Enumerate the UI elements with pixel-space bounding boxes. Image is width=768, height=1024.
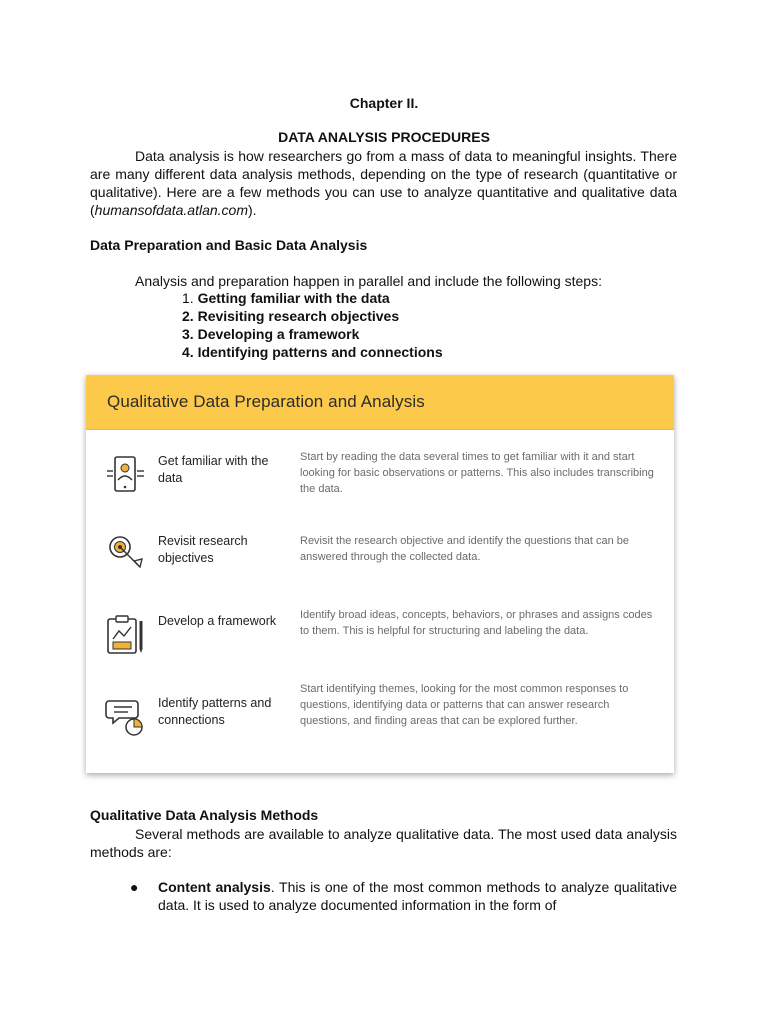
step-label: Getting familiar with the data (197, 290, 390, 306)
intro-text: Data analysis is how researchers go from a mass of data to meaningful insights. There are many different data analysis methods, depending on the type of research (quantitative or qualitative). Here are a few methods you can use to analyze quantitative and qualitative data ( (90, 148, 677, 218)
step-item (182, 307, 443, 325)
step-label: Revisiting research objectives (197, 308, 400, 324)
infographic-header: Qualitative Data Preparation and Analysis (86, 375, 674, 430)
chat-pie-icon (104, 695, 148, 739)
chapter-label: Chapter II. (349, 95, 419, 111)
section-heading-preparation: Data Preparation and Basic Data Analysis (90, 237, 368, 253)
intro-text-end: ). (248, 202, 257, 218)
row-title: Develop a framework (158, 614, 277, 628)
row-description: Start by reading the data several times to get familiar with it and start looking for basic observations or patterns. This also includes transcribing the data. (300, 451, 654, 495)
steps-list (182, 289, 443, 361)
section-heading-methods: Qualitative Data Analysis Methods (90, 807, 319, 823)
row-description: Revisit the research objective and identify the questions that can be answered through the collected data. (300, 535, 629, 563)
step-label: Developing a framework (197, 326, 360, 342)
bullet-text (158, 878, 677, 914)
bullet-icon: ● (130, 879, 139, 895)
infographic-card (86, 375, 674, 773)
step-item (182, 289, 443, 307)
bullet-term: Content analysis (158, 879, 271, 895)
bullet-body: . This is one of the most common methods to analyze qualitative data. It is used to analyze documented information in the form of (158, 879, 677, 913)
step-number: 2. (182, 308, 194, 324)
bullet-item (130, 878, 677, 914)
step-label: Identifying patterns and connections (197, 344, 443, 360)
step-item (182, 343, 443, 361)
page-title: DATA ANALYSIS PROCEDURES (278, 129, 490, 145)
steps-lead: Analysis and preparation happen in parallel and include the following steps: (135, 273, 602, 289)
intro-paragraph (90, 147, 677, 219)
row-title: Identify patterns and connections (158, 696, 272, 727)
row-description: Start identifying themes, looking for the most common responses to questions, identifying data or patterns that can answer research questions, and finding areas that can be explored further. (300, 683, 629, 727)
clipboard-chart-icon (104, 613, 148, 657)
row-title: Revisit research objectives (158, 534, 248, 565)
step-number: 3. (182, 326, 194, 342)
source-citation: humansofdata.atlan.com (94, 202, 248, 218)
target-dart-icon (104, 533, 148, 577)
row-title: Get familiar with the data (158, 454, 269, 485)
tablet-user-icon (104, 453, 148, 497)
step-number: 1. (182, 290, 194, 306)
step-item (182, 325, 443, 343)
methods-lead: Several methods are available to analyze qualitative data. The most used data analysis methods are: (90, 826, 677, 860)
step-number: 4. (182, 344, 194, 360)
row-description: Identify broad ideas, concepts, behaviors, or phrases and assigns codes to them. This is helpful for structuring and labeling the data. (300, 609, 653, 637)
